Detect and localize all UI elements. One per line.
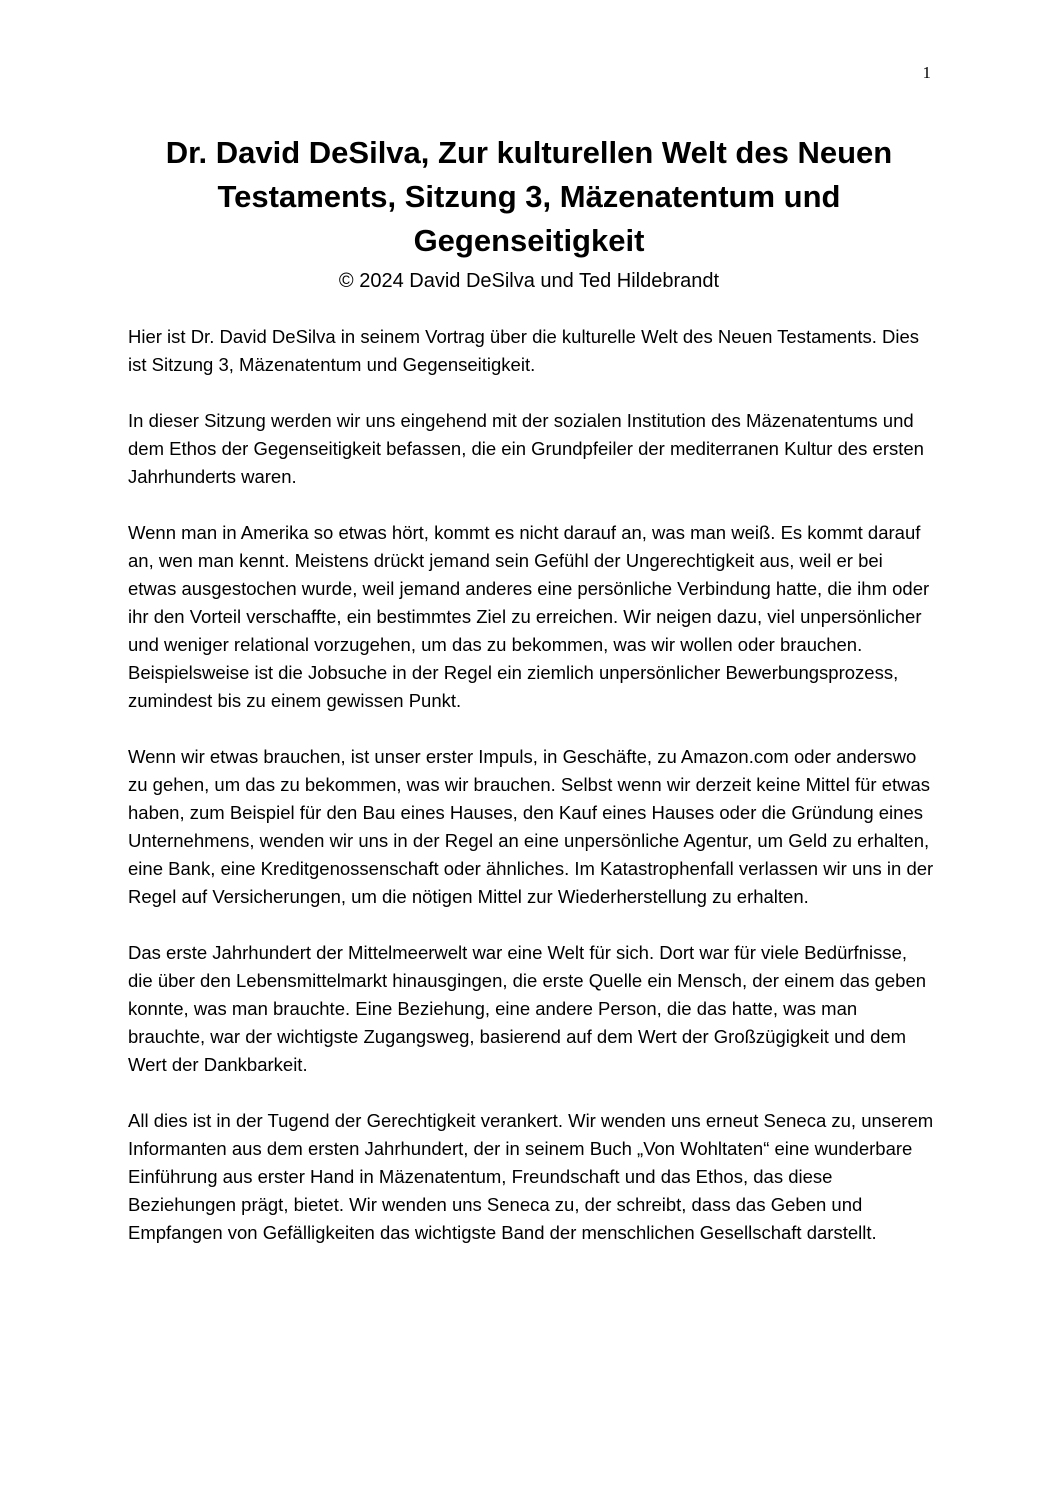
- document-title: Dr. David DeSilva, Zur kulturellen Welt des Neuen Testaments, Sitzung 3, Mäzenatentum und Gegenseitigkeit: [165, 135, 893, 258]
- copyright-line: © 2024 David DeSilva und Ted Hildebrandt: [338, 270, 720, 292]
- paragraph: Wenn man in Amerika so etwas hört, kommt es nicht darauf an, was man weiß. Es kommt darauf an, wen man kennt. Meistens drückt jemand sein Gefühl der Ungerechtigkeit aus, weil er bei etwas ausgestochen wurde, weil jemand anderes eine persönliche Verbindung hatte, die ihm oder ihr den Vorteil verschaffte, ein bestimmtes Ziel zu erreichen. Wir neigen dazu, viel unpersönlicher und weniger relational vorzugehen, um das zu bekommen, was wir wollen oder brauchen. Beispielsweise ist die Jobsuche in der Regel ein ziemlich unpersönlicher Bewerbungsprozess, zumindest bis zu einem gewissen Punkt.: [128, 522, 930, 711]
- paragraph: All dies ist in der Tugend der Gerechtigkeit verankert. Wir wenden uns erneut Seneca zu, unserem Informanten aus dem ersten Jahrhundert, der in seinem Buch „Von Wohltaten“ eine wunderbare Einführung aus erster Hand in Mäzenatentum, Freundschaft und das Ethos, das diese Beziehungen prägt, bietet. Wir wenden uns Seneca zu, der schreibt, dass das Geben und Empfangen von Gefälligkeiten das wichtigste Band der menschlichen Gesellschaft darstellt.: [128, 1110, 934, 1243]
- paragraph: In dieser Sitzung werden wir uns eingehend mit der sozialen Institution des Mäzenatentums und dem Ethos der Gegenseitigkeit befassen, die ein Grundpfeiler der mediterranen Kultur des ersten Jahrhunderts waren.: [128, 410, 924, 487]
- document-body: [128, 323, 934, 1275]
- paragraph: Hier ist Dr. David DeSilva in seinem Vortrag über die kulturelle Welt des Neuen Testaments. Dies ist Sitzung 3, Mäzenatentum und Gegenseitigkeit.: [128, 326, 920, 375]
- paragraph: Das erste Jahrhundert der Mittelmeerwelt war eine Welt für sich. Dort war für viele Bedürfnisse, die über den Lebensmittelmarkt hinausgingen, die erste Quelle ein Mensch, der einem das geben konnte, was man brauchte. Eine Beziehung, eine andere Person, die das hatte, was man brauchte, war der wichtigste Zugangsweg, basierend auf dem Wert der Großzügigkeit und dem Wert der Dankbarkeit.: [128, 942, 927, 1075]
- paragraph: Wenn wir etwas brauchen, ist unser erster Impuls, in Geschäfte, zu Amazon.com oder anderswo zu gehen, um das zu bekommen, was wir brauchen. Selbst wenn wir derzeit keine Mittel für etwas haben, zum Beispiel für den Bau eines Hauses, den Kauf eines Hauses oder die Gründung eines Unternehmens, wenden wir uns in der Regel an eine unpersönliche Agentur, um Geld zu erhalten, eine Bank, eine Kreditgenossenschaft oder ähnliches. Im Katastrophenfall verlassen wir uns in der Regel auf Versicherungen, um die nötigen Mittel zur Wiederherstellung zu erhalten.: [128, 746, 934, 907]
- page-number: 1: [922, 63, 931, 82]
